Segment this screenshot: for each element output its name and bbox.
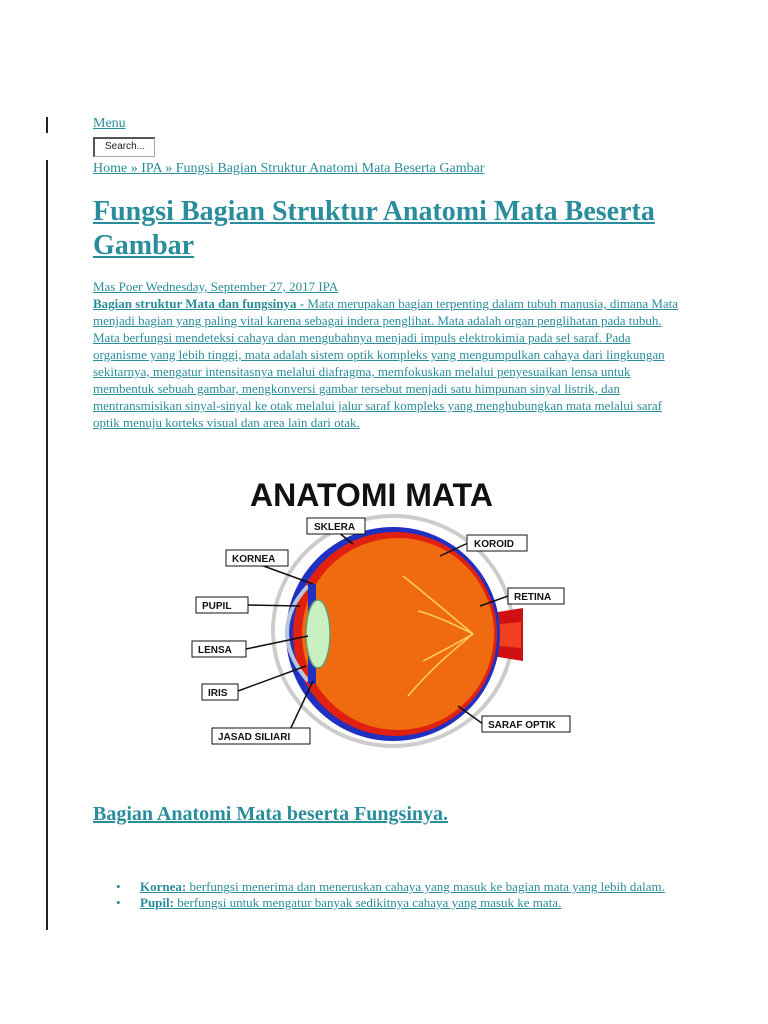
post-meta[interactable]: Mas Poer Wednesday, September 27, 2017 IPA <box>93 279 339 294</box>
list-desc: berfungsi untuk mengatur banyak sedikitnya cahaya yang masuk ke mata. <box>173 895 562 910</box>
label-sklera: SKLERA <box>314 522 356 533</box>
bullet-icon: • <box>116 895 121 910</box>
eye-anatomy-figure <box>188 466 580 756</box>
anatomy-list <box>116 879 676 911</box>
article-intro <box>93 295 683 431</box>
list-term: Kornea: <box>140 879 187 894</box>
label-iris: IRIS <box>208 688 228 699</box>
label-kornea: KORNEA <box>232 554 276 565</box>
left-border-top <box>46 117 48 133</box>
label-jasad-siliari: JASAD SILIARI <box>218 732 291 743</box>
list-desc: berfungsi menerima dan meneruskan cahaya yang masuk ke bagian mata yang lebih dalam. <box>186 879 665 894</box>
intro-bold: Bagian struktur Mata dan fungsinya - <box>93 296 308 311</box>
label-retina: RETINA <box>514 592 552 603</box>
label-koroid: KOROID <box>474 539 514 550</box>
figure-title: ANATOMI MATA <box>250 477 493 513</box>
menu-link[interactable]: Menu <box>93 116 126 131</box>
label-lensa: LENSA <box>198 645 232 656</box>
breadcrumb-sep: » <box>161 161 176 176</box>
section-heading[interactable]: Bagian Anatomi Mata beserta Fungsinya. <box>93 803 449 825</box>
label-saraf-optik: SARAF OPTIK <box>488 720 556 731</box>
list-item <box>116 879 676 895</box>
breadcrumb-current[interactable]: Fungsi Bagian Struktur Anatomi Mata Beserta Gambar <box>175 161 485 176</box>
intro-text: Mata merupakan bagian terpenting dalam tubuh manusia, dimana Mata menjadi bagian yang paling vital karena sebagai indera penglihat. Mata adalah organ penglihatan pada tubuh. Mata berfungsi mendeteksi cahaya dan mengubahnya menjadi impuls elektrokimia pada sel saraf. Pada organisme yang lebih tinggi, mata adalah sistem optik kompleks yang mengumpulkan cahaya dari lingkungan sekitarnya, mengatur intensitasnya melalui diafragma, memfokuskan melalui penyesuaikan lensa untuk membentuk sebuah gambar, mengkonversi gambar tersebut menjadi satu himpunan sinyal listrik, dan mentransmisikan sinyal-sinyal ke otak melalui jalur saraf kompleks yang menghubungkan mata melalui saraf optik menuju korteks visual dan area lain dari otak. <box>93 296 679 430</box>
eyeball-body <box>302 538 494 730</box>
bullet-icon: • <box>116 879 121 894</box>
list-item-text <box>140 879 665 894</box>
search-input[interactable]: Search... <box>93 137 155 157</box>
breadcrumb-category[interactable]: IPA <box>141 161 162 176</box>
list-item-text <box>140 895 561 910</box>
breadcrumb-sep: » <box>127 161 142 176</box>
list-item <box>116 895 676 911</box>
page-title[interactable]: Fungsi Bagian Struktur Anatomi Mata Beserta Gambar <box>93 196 655 261</box>
label-pupil: PUPIL <box>202 601 232 612</box>
lens <box>306 600 330 668</box>
list-term: Pupil: <box>140 895 174 910</box>
breadcrumb <box>93 161 484 177</box>
left-border <box>46 160 48 930</box>
breadcrumb-home[interactable]: Home <box>93 161 128 176</box>
